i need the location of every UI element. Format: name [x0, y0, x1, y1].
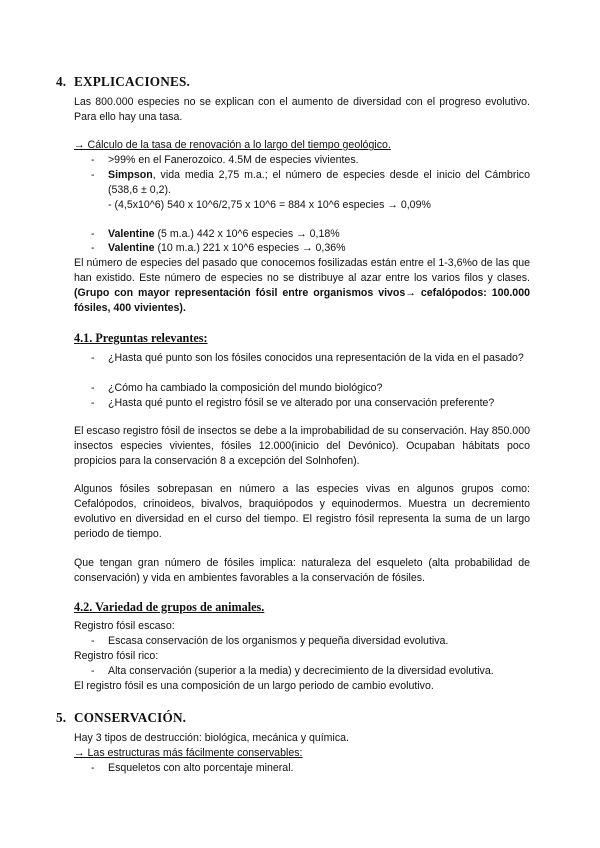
- rich-record-item: - Alta conservación (superior a la media) y decrecimiento de la diversidad evolutiva.: [91, 665, 494, 677]
- fossil-species-paragraph: El número de especies del pasado que conocemos fosilizadas están entre el 1-3,6%o de las que han existido. Este número de especies no se distribuye al azar entre los varios filos y clases. (Grupo con mayor representación fósil entre organismos vivos→ cefalópodos: 100.000 fósiles, 400 vivientes).: [74, 257, 530, 314]
- scarce-record-item: - Escasa conservación de los organismos y pequeña diversidad evolutiva.: [91, 635, 449, 647]
- question-item: - ¿Hasta qué punto son los fósiles conocidos una representación de la vida en el pasado?: [91, 352, 524, 364]
- fossil-record-conclusion: El registro fósil es una composición de un largo periodo de cambio evolutivo.: [74, 680, 434, 692]
- skeleton-paragraph: Que tengan gran número de fósiles implica: naturaleza del esqueleto (alta probabilidad de conservación) y vida en ambientes favorables a la conservación de fósiles.: [74, 557, 530, 584]
- list-item-valentine-5: - Valentine (5 m.a.) 442 x 10^6 especies → 0,18%: [91, 228, 340, 240]
- insects-paragraph: El escaso registro fósil de insectos se debe a la improbabilidad de su conservación. Hay 850.000 insectos especies vivientes, fósiles 12.000(inicio del Devónico). Ocupaban hábitats poco propicios para la conservación 8 a excepción del Solnhofen).: [74, 425, 530, 467]
- simpson-label: Simpson: [108, 169, 153, 181]
- section-5-heading: [56, 710, 186, 725]
- section-5-title: CONSERVACIÓN.: [74, 710, 187, 725]
- list-item-simpson: - Simpson, vida media 2,75 m.a.; el número de especies desde el inicio del Cámbrico (538,6 ± 0,2).: [91, 169, 530, 196]
- rate-subheading: → Cálculo de la tasa de renovación a lo largo del tiempo geológico.: [74, 139, 391, 151]
- rich-record-label: Registro fósil rico:: [74, 650, 159, 662]
- valentine-label: Valentine: [108, 228, 155, 240]
- question-item: - ¿Cómo ha cambiado la composición del mundo biológico?: [91, 382, 383, 394]
- conservable-structures-subheading: → Las estructuras más fácilmente conservables:: [74, 747, 303, 759]
- list-item: - >99% en el Fanerozoico. 4.5M de especies vivientes.: [91, 153, 530, 168]
- section-5-number: 5.: [56, 710, 67, 725]
- simpson-formula: - (4,5x10^6) 540 x 10^6/2,75 x 10^6 = 884 x 10^6 especies → 0,09%: [108, 199, 431, 211]
- groups-paragraph: Algunos fósiles sobrepasan en número a las especies vivas en algunos grupos como: Cefalópodos, crinoideos, bivalvos, braquiópodos y equinodermos. Muestra un decremiento evolutivo en diversidad en el curso del tiempo. El registro fósil representa la suma de un largo periodo de tiempo.: [74, 483, 530, 540]
- section-4-number: 4.: [56, 74, 67, 89]
- section-4-title: EXPLICACIONES.: [74, 74, 191, 89]
- section-4-heading: [56, 74, 190, 89]
- simpson-text: , vida media 2,75 m.a.; el número de especies desde el inicio del Cámbrico (538,6 ± 0,2).: [108, 169, 530, 196]
- cephalopod-note: (Grupo con mayor representación fósil entre organismos vivos→ cefalópodos: 100.000 fósiles, 400 vivientes).: [74, 287, 530, 314]
- list-item-text: >99% en el Fanerozoico. 4.5M de especies vivientes.: [108, 154, 359, 166]
- section-4-1-heading: 4.1. Preguntas relevantes:: [74, 331, 208, 345]
- scarce-record-label: Registro fósil escaso:: [74, 620, 175, 632]
- section-5-intro: Hay 3 tipos de destrucción: biológica, mecánica y química.: [74, 732, 349, 744]
- conservable-item: - Esqueletos con alto porcentaje mineral.: [91, 762, 294, 774]
- question-item: - ¿Hasta qué punto el registro fósil se ve alterado por una conservación preferente?: [91, 397, 495, 409]
- list-item-valentine-10: - Valentine (10 m.a.) 221 x 10^6 especies → 0,36%: [91, 242, 346, 254]
- section-4-2-heading: 4.2. Variedad de grupos de animales.: [74, 600, 265, 614]
- valentine-label: Valentine: [108, 242, 155, 254]
- section-4-intro: Las 800.000 especies no se explican con el aumento de diversidad con el progreso evolutivo. Para ello hay una tasa.: [74, 96, 530, 123]
